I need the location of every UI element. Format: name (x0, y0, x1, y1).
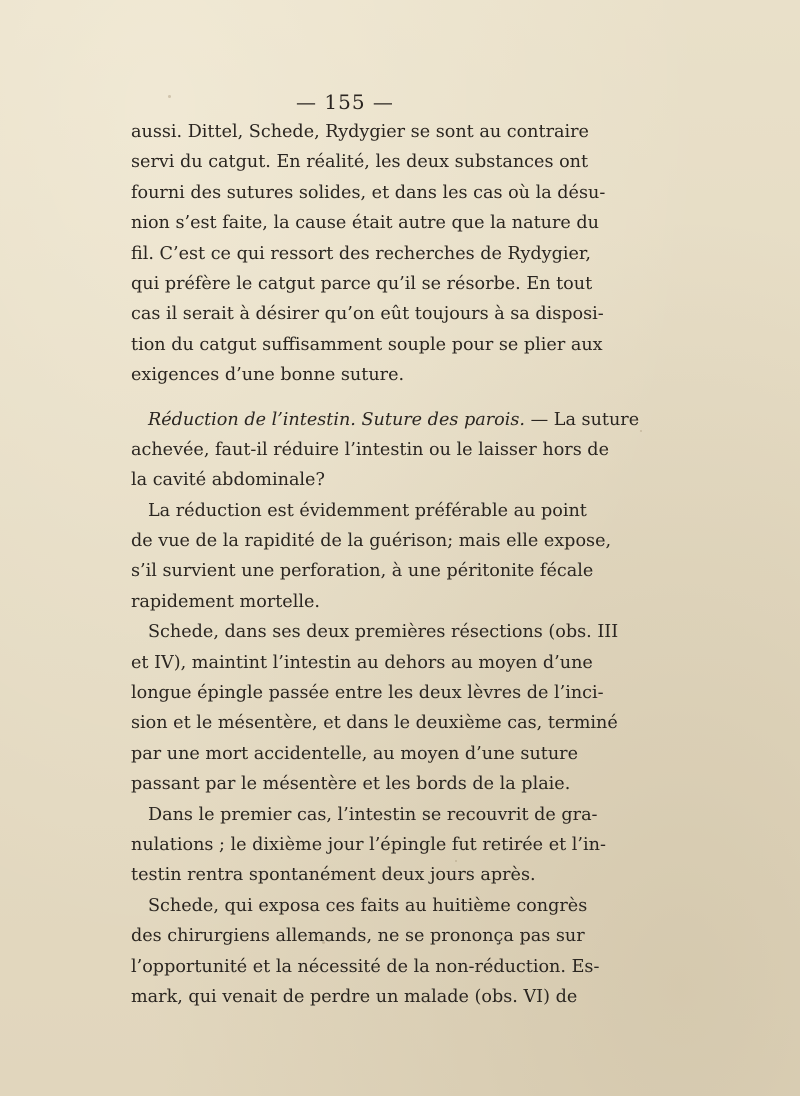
body-text (131, 117, 640, 1012)
paragraph (131, 617, 619, 799)
text-line: testin rentra spontanément deux jours après. (131, 865, 536, 886)
text-line: fourni des sutures solides, et dans les cas où la désu- (131, 182, 606, 203)
page-number: — 155 — (296, 90, 394, 114)
paragraph (131, 800, 606, 891)
text-line: la cavité abdominale? (131, 470, 325, 491)
text-line: passant par le mésentère et les bords de la plaie. (131, 774, 571, 795)
text-line: nulations ; le dixième jour l’épingle fut retirée et l’in- (131, 834, 606, 855)
text-line: qui préfère le catgut parce qu’il se résorbe. En tout (131, 273, 593, 294)
text-line: et IV), maintint l’intestin au dehors au moyen d’une (131, 652, 593, 673)
text-line: mark, qui venait de perdre un malade (obs. VI) de (131, 986, 578, 1007)
text-line: rapidement mortelle. (131, 591, 320, 612)
text-line: l’opportunité et la nécessité de la non-réduction. Es- (131, 956, 600, 977)
text-line: Dans le premier cas, l’intestin se recouvrit de gra- (148, 804, 598, 825)
text-line: de vue de la rapidité de la guérison; mais elle expose, (131, 531, 612, 552)
text-line: par une mort accidentelle, au moyen d’une suture (131, 743, 578, 764)
paragraph (131, 496, 612, 618)
paper-speck (640, 430, 642, 432)
section-heading: Réduction de l’intestin. Suture des parois. (148, 409, 525, 430)
paragraph (131, 117, 606, 391)
text-line: exigences d’une bonne suture. (131, 365, 405, 386)
text-line: La réduction est évidemment préférable au point (148, 500, 587, 521)
text-line: des chirurgiens allemands, ne se prononça pas sur (131, 926, 585, 947)
text-line: cas il serait à désirer qu’on eût toujours à sa disposi- (131, 304, 604, 325)
text-line: Schede, dans ses deux premières résections (obs. III (148, 622, 619, 643)
text-line: tion du catgut suffisamment souple pour se plier aux (131, 334, 603, 355)
text-line: s’il survient une perforation, à une péritonite fécale (131, 561, 594, 582)
text-line: Schede, qui exposa ces faits au huitième congrès (148, 895, 588, 916)
paragraph (131, 405, 640, 496)
text-line: aussi. Dittel, Schede, Rydygier se sont au contraire (131, 122, 589, 142)
text-line: fil. C’est ce qui ressort des recherches de Rydygier, (131, 243, 591, 264)
text-line: sion et le mésentère, et dans le deuxième cas, terminé (131, 713, 618, 734)
paragraph-gap (131, 391, 563, 405)
paragraph (131, 891, 600, 1013)
text-line: longue épingle passée entre les deux lèvres de l’inci- (131, 683, 604, 704)
text-line: servi du catgut. En réalité, les deux substances ont (131, 152, 589, 173)
text-line: achevée, faut-il réduire l’intestin ou le laisser hors de (131, 439, 609, 460)
text-line: nion s’est faite, la cause était autre que la nature du (131, 213, 600, 234)
text-fragment: — La suture (525, 409, 640, 430)
section-heading-line (131, 405, 640, 435)
